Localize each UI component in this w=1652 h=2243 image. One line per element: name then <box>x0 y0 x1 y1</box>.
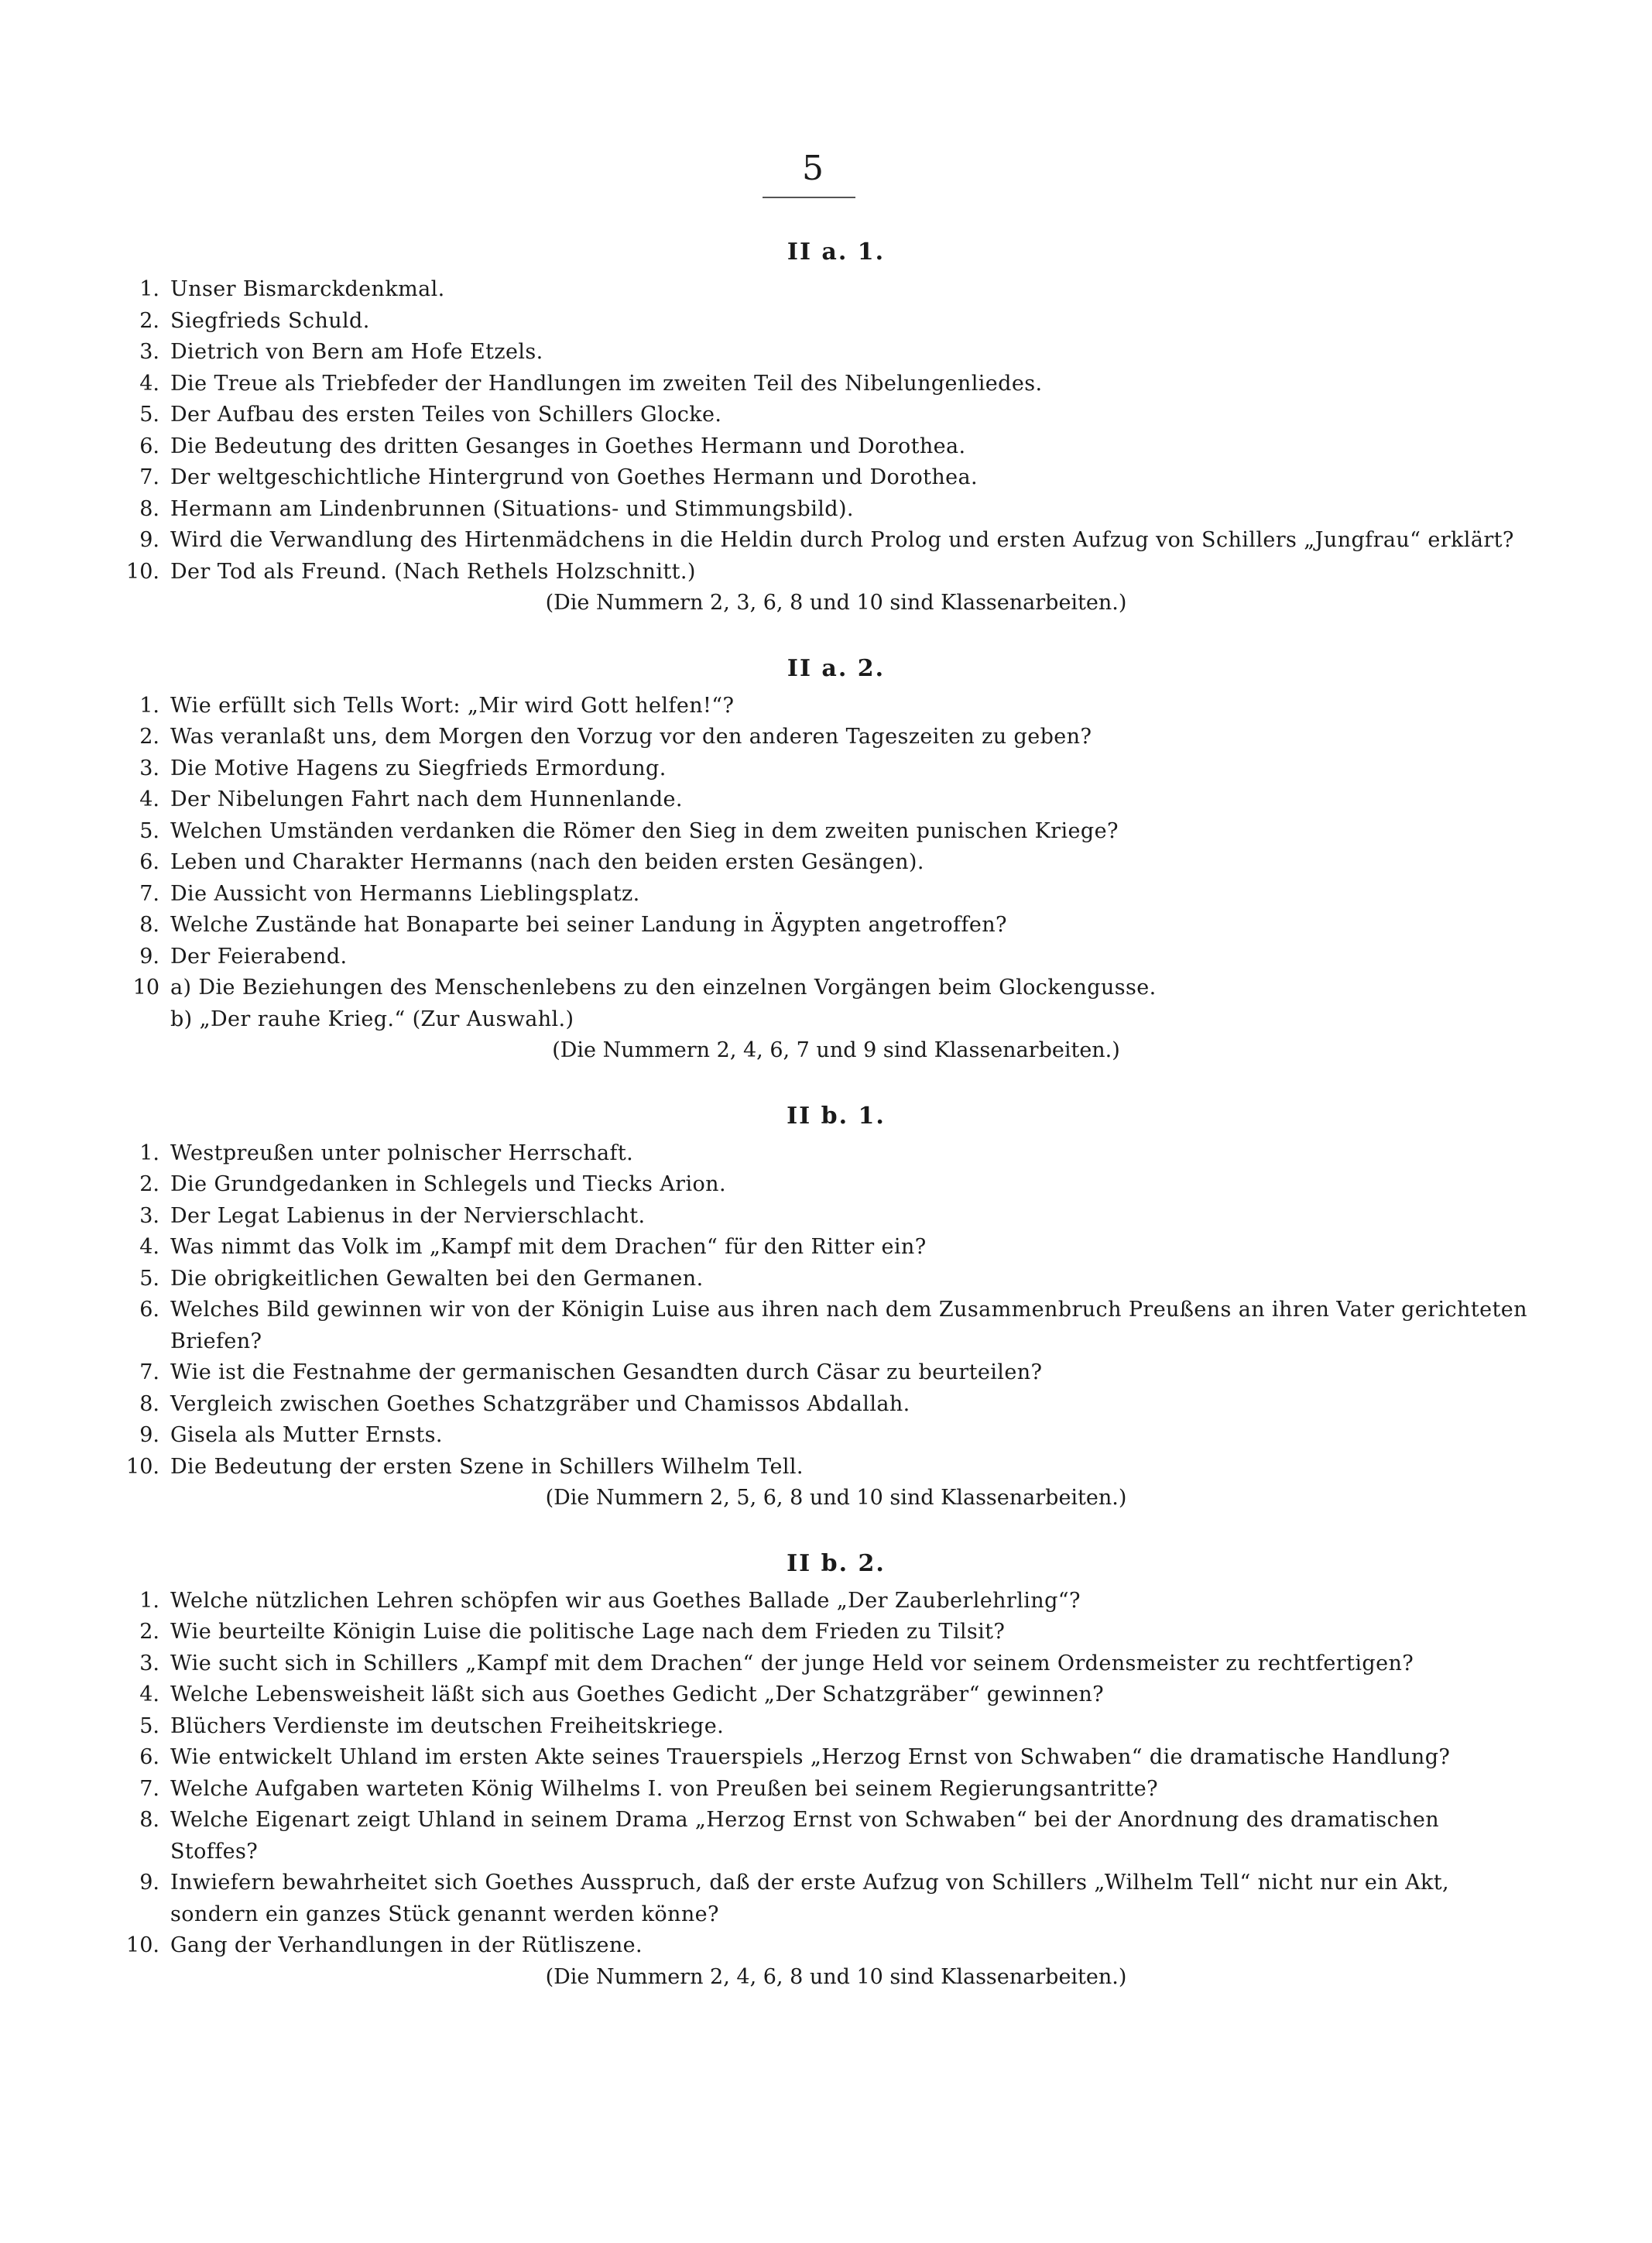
list-item <box>116 1452 1533 1483</box>
list-item <box>116 1711 1533 1743</box>
list-item <box>116 1617 1533 1648</box>
item-text: Der Tod als Freund. (Nach Rethels Holzschnitt.) <box>170 559 696 584</box>
section-note: (Die Nummern 2, 5, 6, 8 und 10 sind Klassenarbeiten.) <box>545 1486 1127 1510</box>
item-text: Die obrigkeitlichen Gewalten bei den Germanen. <box>170 1266 704 1291</box>
list-item <box>116 525 1533 557</box>
item-number: 4. <box>139 1682 159 1706</box>
item-number: 1. <box>139 277 159 301</box>
item-number: 8. <box>139 913 159 937</box>
section-note: (Die Nummern 2, 4, 6, 8 und 10 sind Klassenarbeiten.) <box>545 1964 1127 1989</box>
list-item <box>116 369 1533 400</box>
item-number: 6. <box>139 434 159 458</box>
page-number: 5 <box>802 149 824 188</box>
item-number <box>116 1004 170 1036</box>
item-number: 4. <box>139 1235 159 1259</box>
list-item <box>116 494 1533 526</box>
list-item <box>116 1295 1533 1357</box>
list-item <box>116 1138 1533 1170</box>
topic-list <box>116 691 1533 1036</box>
item-text: Gisela als Mutter Ernsts. <box>170 1423 443 1447</box>
item-text: Die Bedeutung des dritten Gesanges in Goethes Hermann und Dorothea. <box>170 434 966 458</box>
list-item <box>116 816 1533 848</box>
list-item <box>116 972 1533 1004</box>
list-item <box>116 1201 1533 1233</box>
item-number: 7. <box>139 465 159 489</box>
list-item <box>116 1774 1533 1806</box>
item-number: 3. <box>139 756 159 780</box>
item-text: Wie ist die Festnahme der germanischen Gesandten durch Cäsar zu beurteilen? <box>170 1360 1043 1384</box>
list-item <box>116 879 1533 911</box>
list-item <box>116 847 1533 879</box>
item-text: Inwiefern bewahrheitet sich Goethes Ausspruch, daß der erste Aufzug von Schillers „Wilhelm Tell“ nicht nur ein Akt, sondern ein ganzes Stück genannt werden könne? <box>170 1871 1449 1926</box>
item-text: Der Legat Labienus in der Nervierschlacht. <box>170 1203 646 1228</box>
item-number: 5. <box>139 403 159 427</box>
item-text: Die Grundgedanken in Schlegels und Tiecks Arion. <box>170 1172 726 1196</box>
page-number-rule <box>763 197 855 198</box>
list-item <box>116 941 1533 973</box>
sections-container <box>116 237 1533 1993</box>
item-text: Welche Zustände hat Bonaparte bei seiner Landung in Ägypten angetroffen? <box>170 913 1007 937</box>
item-text: Welches Bild gewinnen wir von der Königin Luise aus ihren nach dem Zusammenbruch Preußens an ihren Vater gerichteten Briefen? <box>170 1298 1527 1353</box>
item-number: 10. <box>126 559 159 584</box>
item-number: 9. <box>139 528 159 552</box>
item-text: Westpreußen unter polnischer Herrschaft. <box>170 1140 634 1165</box>
item-number: 5. <box>139 1266 159 1291</box>
item-number: 3. <box>139 340 159 364</box>
item-number: 1. <box>139 1588 159 1613</box>
item-text: Dietrich von Bern am Hofe Etzels. <box>170 340 543 364</box>
item-number: 8. <box>139 1391 159 1416</box>
item-text: Der Feierabend. <box>170 944 348 969</box>
item-text: Wird die Verwandlung des Hirtenmädchens in die Heldin durch Prolog und ersten Aufzug von Schillers „Jungfrau“ erklärt? <box>170 528 1514 552</box>
section-title: II b. 2. <box>787 1549 886 1577</box>
item-text: Was veranlaßt uns, dem Morgen den Vorzug vor den anderen Tageszeiten zu geben? <box>170 725 1092 749</box>
list-item <box>116 400 1533 431</box>
item-number: 2. <box>139 1620 159 1644</box>
item-number: 8. <box>139 1808 159 1832</box>
item-text: Die Motive Hagens zu Siegfrieds Ermordung. <box>170 756 667 780</box>
section-note: (Die Nummern 2, 4, 6, 7 und 9 sind Klassenarbeiten.) <box>552 1038 1120 1062</box>
item-text: Der weltgeschichtliche Hintergrund von Goethes Hermann und Dorothea. <box>170 465 979 489</box>
item-text: Welche nützlichen Lehren schöpfen wir aus Goethes Ballade „Der Zauberlehrling“? <box>170 1588 1081 1613</box>
item-number: 6. <box>139 1298 159 1322</box>
list-item <box>116 1389 1533 1421</box>
item-text: Gang der Verhandlungen in der Rütliszene. <box>170 1933 643 1957</box>
list-item <box>116 691 1533 722</box>
item-text: Die Treue als Triebfeder der Handlungen im zweiten Teil des Nibelungenliedes. <box>170 371 1043 396</box>
list-item <box>116 431 1533 463</box>
item-text: Der Aufbau des ersten Teiles von Schillers Glocke. <box>170 403 722 427</box>
list-item <box>116 1232 1533 1264</box>
item-number: 9. <box>139 1871 159 1895</box>
list-item <box>116 722 1533 753</box>
topic-list <box>116 274 1533 588</box>
item-text: Was nimmt das Volk im „Kampf mit dem Drachen“ für den Ritter ein? <box>170 1235 927 1259</box>
section-title: II a. 2. <box>787 654 886 682</box>
item-number: 4. <box>139 787 159 811</box>
item-text: Welche Lebensweisheit läßt sich aus Goethes Gedicht „Der Schatzgräber“ gewinnen? <box>170 1682 1104 1706</box>
item-number: 7. <box>139 1776 159 1801</box>
section-title: II a. 1. <box>787 238 886 266</box>
list-item <box>116 1679 1533 1711</box>
item-text: Unser Bismarckdenkmal. <box>170 277 445 301</box>
item-number: 5. <box>139 818 159 843</box>
item-number: 6. <box>139 850 159 874</box>
item-number: 1. <box>139 693 159 718</box>
list-item <box>116 1930 1533 1962</box>
item-number: 8. <box>139 496 159 521</box>
item-text: Wie entwickelt Uhland im ersten Akte seines Trauerspiels „Herzog Ernst von Schwaben“ die dramatische Handlung? <box>170 1745 1451 1769</box>
item-number: 9. <box>139 944 159 969</box>
list-item <box>116 910 1533 941</box>
item-text: Die Aussicht von Hermanns Lieblingsplatz. <box>170 881 640 906</box>
item-number: 7. <box>139 1360 159 1384</box>
section <box>116 653 1533 1067</box>
list-item <box>116 753 1533 785</box>
item-text: Hermann am Lindenbrunnen (Situations- und Stimmungsbild). <box>170 496 854 521</box>
list-item <box>116 1648 1533 1680</box>
item-number: 2. <box>139 308 159 333</box>
section <box>116 1101 1533 1514</box>
item-number: 5. <box>139 1713 159 1738</box>
list-item <box>116 1420 1533 1452</box>
list-item <box>116 306 1533 338</box>
item-number: 9. <box>139 1423 159 1447</box>
item-number: 2. <box>139 1172 159 1196</box>
section <box>116 237 1533 619</box>
item-text: Welchen Umständen verdanken die Römer den Sieg in dem zweiten punischen Kriege? <box>170 818 1119 843</box>
topic-list <box>116 1586 1533 1962</box>
item-text: Wie beurteilte Königin Luise die politische Lage nach dem Frieden zu Tilsit? <box>170 1620 1006 1644</box>
item-text: b) „Der rauhe Krieg.“ (Zur Auswahl.) <box>170 1007 574 1031</box>
list-item <box>116 557 1533 588</box>
section-note: (Die Nummern 2, 3, 6, 8 und 10 sind Klassenarbeiten.) <box>545 591 1127 615</box>
section-title: II b. 1. <box>787 1102 886 1130</box>
item-number: 3. <box>139 1651 159 1675</box>
topic-list <box>116 1138 1533 1483</box>
item-number: 6. <box>139 1745 159 1769</box>
item-text: Blüchers Verdienste im deutschen Freiheitskriege. <box>170 1713 725 1738</box>
list-item <box>116 1357 1533 1389</box>
list-item <box>116 1004 1533 1036</box>
list-item <box>116 1586 1533 1617</box>
item-number: 10. <box>126 1933 159 1957</box>
item-number: 7. <box>139 881 159 906</box>
document-page <box>116 147 1533 1993</box>
item-text: Welche Eigenart zeigt Uhland in seinem Drama „Herzog Ernst von Schwaben“ bei der Anordnung des dramatischen Stoffes? <box>170 1808 1440 1864</box>
item-number: 2. <box>139 725 159 749</box>
list-item <box>116 337 1533 369</box>
item-number: 1. <box>139 1140 159 1165</box>
section <box>116 1548 1533 1994</box>
item-text: Der Nibelungen Fahrt nach dem Hunnenlande. <box>170 787 683 811</box>
list-item <box>116 784 1533 816</box>
item-text: a) Die Beziehungen des Menschenlebens zu den einzelnen Vorgängen beim Glockengusse. <box>170 976 1157 1000</box>
list-item <box>116 274 1533 306</box>
item-number: 3. <box>139 1203 159 1228</box>
list-item <box>116 1805 1533 1867</box>
item-text: Wie erfüllt sich Tells Wort: „Mir wird Gott helfen!“? <box>170 693 735 718</box>
list-item <box>116 1867 1533 1930</box>
item-number: 10 <box>132 976 159 1000</box>
item-number: 4. <box>139 371 159 396</box>
list-item <box>116 462 1533 494</box>
item-number: 10. <box>126 1454 159 1479</box>
list-item <box>116 1169 1533 1201</box>
item-text: Leben und Charakter Hermanns (nach den beiden ersten Gesängen). <box>170 850 924 874</box>
list-item <box>116 1264 1533 1295</box>
item-text: Welche Aufgaben warteten König Wilhelms I. von Preußen bei seinem Regierungsantritte? <box>170 1776 1158 1801</box>
item-text: Die Bedeutung der ersten Szene in Schillers Wilhelm Tell. <box>170 1454 804 1479</box>
item-text: Wie sucht sich in Schillers „Kampf mit dem Drachen“ der junge Held vor seinem Ordensmeister zu rechtfertigen? <box>170 1651 1414 1675</box>
list-item <box>116 1742 1533 1774</box>
item-text: Siegfrieds Schuld. <box>170 308 370 333</box>
item-text: Vergleich zwischen Goethes Schatzgräber und Chamissos Abdallah. <box>170 1391 910 1416</box>
